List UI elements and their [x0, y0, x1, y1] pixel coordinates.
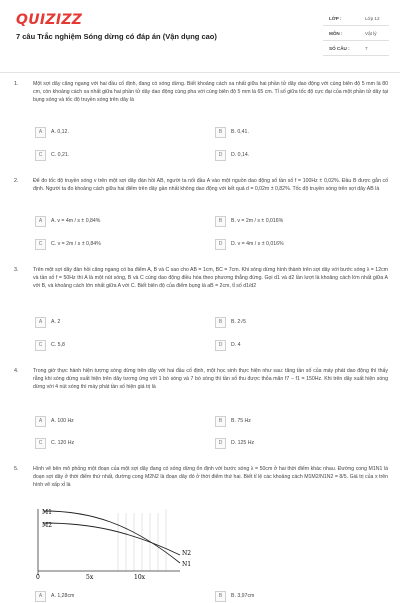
option-b[interactable]: [215, 416, 365, 428]
info-label: SỐ CÂU :: [329, 46, 350, 51]
standing-wave-figure: [30, 503, 200, 583]
question-text: Trong giờ thực hành hiện tượng sóng dừng trên dây với hai đầu cố định, một học sinh thực hiện như sau: tăng tần số của máy phát dao động thì thấy rằng khi sóng dừng xuất hiện trên dây tương ứng với 1 bó sóng và 7 bó sóng thì tần số thu được thỏa mãn f7 − f1 = 150Hz. Khi trên dây xuất hiện sóng dừng với 4 nút sóng thì máy phát tần số hiện giá trị là: [33, 368, 388, 391]
option-letter: C: [35, 239, 46, 250]
option-a[interactable]: [35, 216, 185, 228]
option-c[interactable]: [35, 340, 185, 352]
option-letter: B: [215, 591, 226, 602]
option-d[interactable]: [215, 340, 365, 352]
question-text: Một sợi dây căng ngang với hai đầu cố định, đang có sóng dừng. Biết khoảng cách xa nhất giữa hai phần tử dây dao động với cùng biên độ 5 mm là 80 cm, còn khoảng cách xa nhất giữa hai phần tử dây dao động cùng pha với cùng biên độ 5 mm là 65 cm. Tỉ số giữa tốc độ cực đại của một phần tử dây tại bụng sóng và tốc độ truyền sóng trên dây là: [33, 81, 388, 104]
option-letter: B: [215, 416, 226, 427]
label-n2: N2: [182, 550, 192, 557]
label-m1: M1: [42, 509, 52, 516]
question-number: 3.: [14, 267, 19, 273]
figure-grid: [38, 509, 180, 575]
option-b[interactable]: [215, 317, 365, 329]
option-text: A. 0,12.: [51, 129, 69, 135]
question-number: 5.: [14, 466, 19, 472]
option-text: B. 75 Hz: [231, 418, 251, 424]
option-a[interactable]: [35, 317, 185, 329]
question-text: Hình vẽ bên mô phỏng một đoạn của một sợi dây đang có sóng dừng ổn định với bước sóng λ = 50cm ở hai thời điểm khác nhau. Đường cong M1N1 là đoạn sợi dây ở thời điểm thứ nhất, đường cong M2N2 là đoạn dây đó ở thời điểm thứ hai. Biết tỉ lệ các khoảng cách M1M2/N1N2 = 8/5. Giá trị của x trên hình vẽ xấp xỉ là: [33, 466, 388, 489]
option-letter: C: [35, 340, 46, 351]
label-n1: N1: [182, 561, 192, 568]
option-text: C. 120 Hz: [51, 440, 75, 446]
option-b[interactable]: [215, 127, 365, 139]
option-text: B. 2√5: [231, 319, 246, 325]
option-a[interactable]: [35, 416, 185, 428]
option-text: C. 5,8: [51, 342, 65, 348]
option-text: B. 0,41.: [231, 129, 249, 135]
option-text: C. 0,21.: [51, 152, 70, 158]
info-label: MÔN :: [329, 31, 343, 36]
option-letter: A: [35, 591, 46, 602]
option-letter: A: [35, 216, 46, 227]
option-text: A. 1,28cm: [51, 593, 75, 599]
option-c[interactable]: [35, 438, 185, 450]
option-text: D. 4: [231, 342, 241, 348]
option-letter: A: [35, 317, 46, 328]
option-d[interactable]: [215, 239, 365, 251]
option-c[interactable]: [35, 239, 185, 251]
option-text: A. v = 4m / s ± 0,84%: [51, 218, 101, 224]
option-letter: D: [215, 150, 226, 161]
option-text: C. v = 2m / s ± 0,84%: [51, 241, 101, 247]
info-value: 7: [365, 46, 368, 51]
option-letter: C: [35, 438, 46, 449]
tick-0: 0: [36, 574, 40, 581]
page-header: [0, 0, 400, 78]
option-text: D. v = 4m / s ± 0,016%: [231, 241, 284, 247]
option-b[interactable]: [215, 216, 365, 228]
option-text: A. 2: [51, 319, 61, 325]
option-c[interactable]: [35, 150, 185, 162]
question-number: 4.: [14, 368, 19, 374]
question-text: Để đo tốc độ truyền sóng v trên một sợi dây đàn hồi AB, người ta nối đầu A vào một nguồn dao động số tần số f = 100Hz ± 0,02%. Đầu B được gắn cố định. Người ta đo khoảng cách giữa hai điểm trên dây gần nhất không dao động với kết quả d = 0,02m ± 0,82%. Tốc độ truyền sóng trên sợi dây AB là: [33, 178, 388, 193]
header-divider: [0, 72, 400, 73]
option-text: D. 0,14.: [231, 152, 250, 158]
option-letter: B: [215, 216, 226, 227]
option-a[interactable]: [35, 591, 185, 603]
quizizz-logo: QUIZIZZ: [16, 12, 83, 28]
info-value: Lớp 12: [365, 16, 380, 21]
wave-curve-2: [44, 523, 180, 555]
info-value: Vật lý: [365, 31, 377, 36]
label-m2: M2: [42, 522, 52, 529]
option-text: B. v = 2m / s ± 0,016%: [231, 218, 284, 224]
option-b[interactable]: [215, 591, 365, 603]
tick-5x: 5x: [86, 574, 94, 581]
question-number: 2.: [14, 178, 19, 184]
option-d[interactable]: [215, 438, 365, 450]
question-number: 1.: [14, 81, 19, 87]
option-text: D. 125 Hz: [231, 440, 255, 446]
option-letter: D: [215, 340, 226, 351]
tick-10x: 10x: [134, 574, 146, 581]
info-row-subject: [323, 27, 389, 41]
info-row-class: [323, 12, 389, 26]
option-letter: A: [35, 127, 46, 138]
option-letter: D: [215, 438, 226, 449]
option-text: A. 100 Hz: [51, 418, 74, 424]
page-title: 7 câu Trắc nghiệm Sóng dừng có đáp án (Vận dụng cao): [16, 32, 217, 41]
info-row-count: [323, 42, 389, 56]
info-label: LỚP :: [329, 16, 342, 21]
info-box: [323, 12, 389, 58]
option-letter: C: [35, 150, 46, 161]
option-d[interactable]: [215, 150, 365, 162]
option-letter: A: [35, 416, 46, 427]
wave-curve-1: [44, 511, 180, 563]
question-text: Trên một sợi dây đàn hồi căng ngang có ba điểm A, B và C sao cho AB = 1cm, BC = 7cm. Khi sóng dừng hình thành trên sợi dây với bước sóng λ = 12cm và tần số f = 50Hz thì A là một nút sóng, B và C cùng dao động điều hòa theo phương thẳng đứng. Gọi d1 và d2 lần lượt là khoảng cách lớn nhất giữa A với B, và khoảng cách lớn nhất giữa A với C. Biết biên độ của điểm bụng là aB = 2cm, tỉ số d1/d2: [33, 267, 388, 290]
option-letter: B: [215, 317, 226, 328]
option-letter: D: [215, 239, 226, 250]
option-letter: B: [215, 127, 226, 138]
option-a[interactable]: [35, 127, 185, 139]
option-text: B. 3,97cm: [231, 593, 255, 599]
